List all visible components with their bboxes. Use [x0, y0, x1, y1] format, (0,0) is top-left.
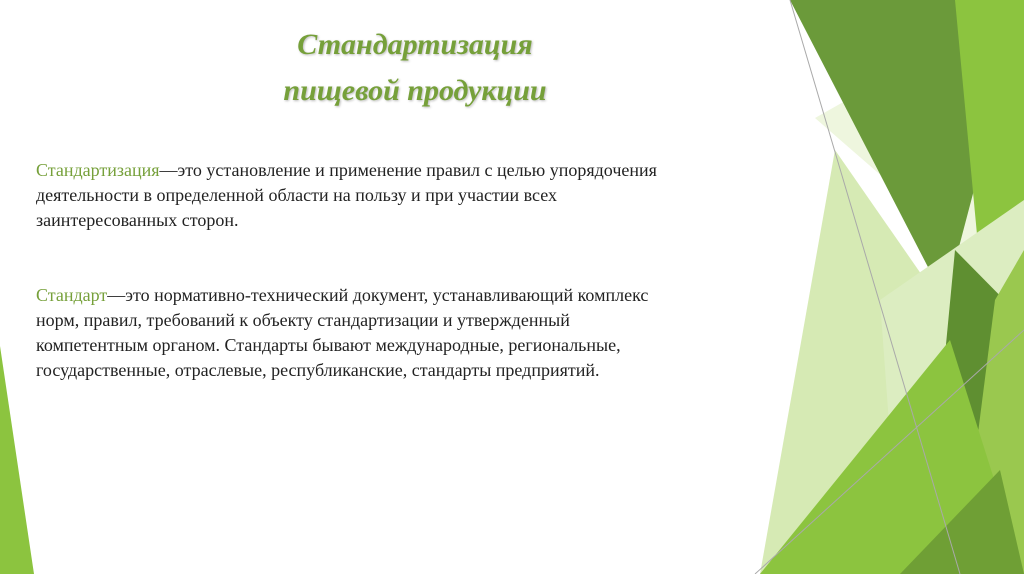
- definition-line: государственные, отраслевые, республиканские, стандарты предприятий.: [36, 360, 600, 380]
- title-line-2: пищевой продукции: [283, 74, 547, 107]
- left-edge-triangle: [0, 346, 34, 574]
- definition-line: [36, 283, 648, 308]
- definition-term: Стандарт: [36, 285, 108, 305]
- definition-line: заинтересованных сторон.: [36, 210, 239, 230]
- definition-text: —это нормативно-технический документ, устанавливающий комплекс: [107, 285, 649, 305]
- slide-title: [180, 22, 650, 114]
- definition-standardization: [36, 158, 657, 233]
- definition-line: деятельности в определенной области на пользу и при участии всех: [36, 185, 557, 205]
- definition-line: [36, 158, 657, 183]
- definition-term: Стандартизация: [36, 160, 160, 180]
- definition-line: компетентным органом. Стандарты бывают международные, региональные,: [36, 335, 621, 355]
- title-line-1: Стандартизация: [297, 28, 533, 61]
- definition-standard: [36, 283, 648, 383]
- definition-text: —это установление и применение правил с целью упорядочения: [159, 160, 657, 180]
- definition-line: норм, правил, требований к объекту стандартизации и утвержденный: [36, 310, 570, 330]
